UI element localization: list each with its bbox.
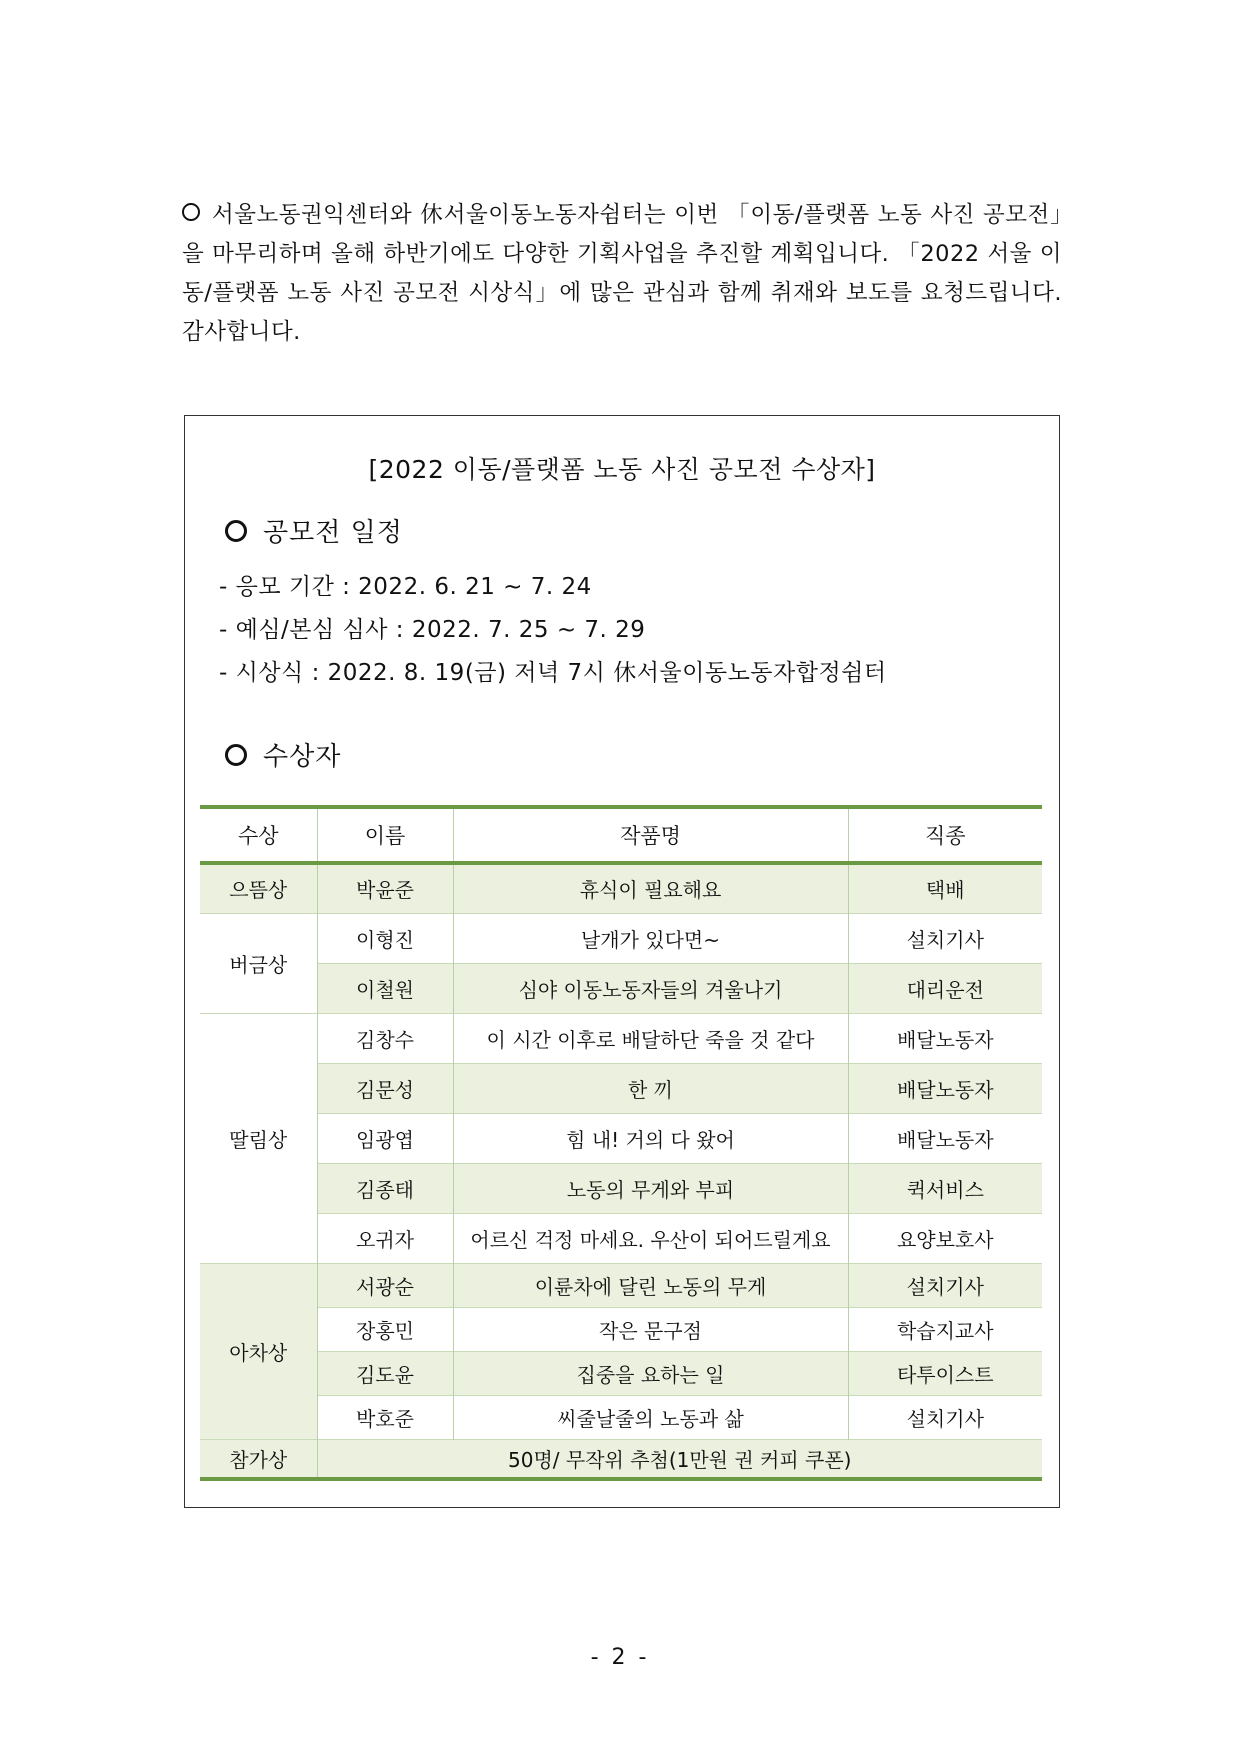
table-row [200, 913, 1042, 963]
job-cell: 배달노동자 [848, 1113, 1042, 1163]
award-cell: 버금상 [200, 913, 317, 1013]
job-cell: 퀵서비스 [848, 1163, 1042, 1213]
table-body [200, 863, 1042, 1479]
header-award: 수상 [200, 807, 317, 863]
schedule-item: - 응모 기간 : 2022. 6. 21 ~ 7. 24 [219, 574, 592, 600]
participation-text: 50명/ 무작위 추첨(1만원 권 커피 쿠폰) [317, 1439, 1042, 1479]
table-row [200, 1263, 1042, 1307]
name-cell: 임광엽 [317, 1113, 453, 1163]
name-cell: 김창수 [317, 1013, 453, 1063]
table-row [200, 1307, 1042, 1351]
job-cell: 배달노동자 [848, 1013, 1042, 1063]
title-cell: 노동의 무게와 부피 [453, 1163, 848, 1213]
job-cell: 설치기사 [848, 913, 1042, 963]
name-cell: 장홍민 [317, 1307, 453, 1351]
table-row [200, 1351, 1042, 1395]
job-cell: 설치기사 [848, 1395, 1042, 1439]
title-cell: 이륜차에 달린 노동의 무게 [453, 1263, 848, 1307]
name-cell: 서광순 [317, 1263, 453, 1307]
title-cell: 힘 내! 거의 다 왔어 [453, 1113, 848, 1163]
participation-row [200, 1439, 1042, 1479]
name-cell: 김문성 [317, 1063, 453, 1113]
job-cell: 배달노동자 [848, 1063, 1042, 1113]
job-cell: 타투이스트 [848, 1351, 1042, 1395]
intro-paragraph [182, 196, 1062, 352]
table-row [200, 1013, 1042, 1063]
job-cell: 요양보호사 [848, 1213, 1042, 1263]
name-cell: 김도윤 [317, 1351, 453, 1395]
name-cell: 이형진 [317, 913, 453, 963]
winners-heading [225, 736, 341, 773]
circle-bullet-icon [182, 203, 200, 221]
table-row [200, 1213, 1042, 1263]
awards-title: [2022 이동/플랫폼 노동 사진 공모전 수상자] [368, 455, 876, 484]
schedule-heading [225, 512, 403, 549]
award-cell: 아차상 [200, 1263, 317, 1439]
award-cell: 딸림상 [200, 1013, 317, 1263]
page-number: - 2 - [590, 1645, 650, 1670]
table-row [200, 1113, 1042, 1163]
title-cell: 씨줄날줄의 노동과 삶 [453, 1395, 848, 1439]
table-row [200, 1163, 1042, 1213]
name-cell: 박윤준 [317, 863, 453, 913]
job-cell: 대리운전 [848, 963, 1042, 1013]
header-name: 이름 [317, 807, 453, 863]
title-cell: 한 끼 [453, 1063, 848, 1113]
job-cell: 학습지교사 [848, 1307, 1042, 1351]
title-cell: 어르신 걱정 마세요. 우산이 되어드릴게요 [453, 1213, 848, 1263]
title-cell: 심야 이동노동자들의 겨울나기 [453, 963, 848, 1013]
title-cell: 이 시간 이후로 배달하단 죽을 것 같다 [453, 1013, 848, 1063]
winners-heading-text: 수상자 [263, 742, 342, 772]
circle-bullet-icon [225, 744, 247, 766]
title-cell: 날개가 있다면~ [453, 913, 848, 963]
schedule-item: - 시상식 : 2022. 8. 19(금) 저녁 7시 休서울이동노동자합정쉼터 [219, 660, 887, 686]
schedule-item: - 예심/본심 심사 : 2022. 7. 25 ~ 7. 29 [219, 617, 646, 643]
table-row [200, 863, 1042, 913]
job-cell: 택배 [848, 863, 1042, 913]
award-cell: 참가상 [200, 1439, 317, 1479]
header-job: 직종 [848, 807, 1042, 863]
table-row [200, 1395, 1042, 1439]
awards-box [184, 415, 1060, 1508]
table-row [200, 1063, 1042, 1113]
name-cell: 박호준 [317, 1395, 453, 1439]
schedule-heading-text: 공모전 일정 [263, 518, 403, 548]
name-cell: 김종태 [317, 1163, 453, 1213]
header-title: 작품명 [453, 807, 848, 863]
name-cell: 오귀자 [317, 1213, 453, 1263]
name-cell: 이철원 [317, 963, 453, 1013]
title-cell: 휴식이 필요해요 [453, 863, 848, 913]
award-cell: 으뜸상 [200, 863, 317, 913]
circle-bullet-icon [225, 520, 247, 542]
table-row [200, 963, 1042, 1013]
job-cell: 설치기사 [848, 1263, 1042, 1307]
intro-text: 서울노동권익센터와 休서울이동노동자쉼터는 이번 「이동/플랫폼 노동 사진 공모전」을 마무리하며 올해 하반기에도 다양한 기획사업을 추진할 계획입니다. 「2022 서울 이동/플랫폼 노동 사진 공모전 시상식」에 많은 관심과 함께 취재와 보도를 요청드립니다. 감사합니다. [182, 202, 1062, 345]
table-header-row [200, 807, 1042, 863]
title-cell: 작은 문구점 [453, 1307, 848, 1351]
winners-table [200, 805, 1042, 1481]
title-cell: 집중을 요하는 일 [453, 1351, 848, 1395]
